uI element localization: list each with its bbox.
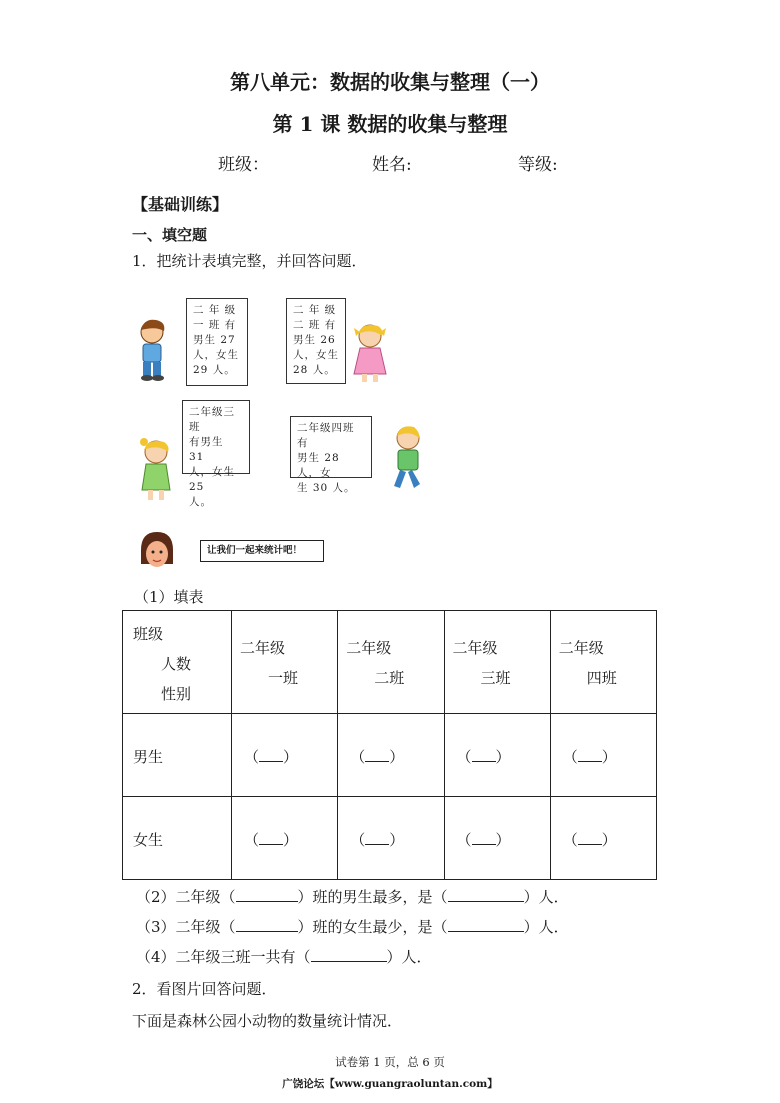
answer-blank[interactable] <box>236 887 298 902</box>
question-2: 2．看图片回答问题． <box>132 980 277 998</box>
boy-figure-2 <box>384 424 430 494</box>
name-label: 姓名: <box>372 155 412 175</box>
speech-bubble-class-4: 二年级四班有 男生 28 人，女 生 30 人。 <box>290 416 372 478</box>
column-header-class-3 <box>444 611 550 714</box>
grade-label: 等级: <box>518 155 558 175</box>
speech-bubble-class-1: 二 年 级 一 班 有 男生 27 人，女生 29 人。 <box>186 298 248 386</box>
corner-count-label: 人数 <box>161 655 192 673</box>
page-title: 第八单元：数据的收集与整理（一） <box>230 70 550 94</box>
teacher-callout: 让我们一起来统计吧！ <box>200 540 324 562</box>
speech-bubble-class-2: 二 年 级 二 班 有 男生 26 人，女生 28 人。 <box>286 298 346 384</box>
part-fill-in: 一、填空题 <box>132 226 208 244</box>
corner-header-cell <box>123 611 232 714</box>
answer-blank-cell[interactable]: （ ） <box>232 797 338 880</box>
table-row-boys <box>123 714 657 797</box>
answer-blank[interactable] <box>236 917 298 932</box>
row-label: 女生 <box>133 831 164 849</box>
row-header-girls <box>123 797 232 880</box>
corner-gender-label: 性别 <box>161 685 192 703</box>
speech-bubble-class-3: 二年级三班 有男生 31 人，女生 25 人。 <box>182 400 250 474</box>
answer-blank-cell[interactable]: （ ） <box>232 714 338 797</box>
column-header-grade: 二年级 <box>452 639 498 657</box>
question-1: 1．把统计表填完整，并回答问题． <box>132 252 367 270</box>
column-header-class: 四班 <box>586 669 617 687</box>
column-header-class-2 <box>338 611 444 714</box>
section-basic-training: 【基础训练】 <box>132 195 229 214</box>
answer-blank-cell[interactable]: （ ） <box>550 797 656 880</box>
page-number: 试卷第 1 页，总 6 页 <box>335 1055 445 1069</box>
table-label: （1）填表 <box>134 588 204 606</box>
corner-class-label: 班级 <box>133 625 164 643</box>
answer-blank-cell[interactable]: （ ） <box>550 714 656 797</box>
column-header-class-1 <box>232 611 338 714</box>
answer-blank-cell[interactable]: （ ） <box>338 714 444 797</box>
answer-blank-cell[interactable]: （ ） <box>444 714 550 797</box>
girl-figure-1 <box>348 322 392 386</box>
column-header-grade: 二年级 <box>240 639 286 657</box>
column-header-class: 二班 <box>374 669 405 687</box>
question-1-3: （3）二年级（ ）班的女生最少，是（ ）人． <box>136 918 569 936</box>
question-2-description: 下面是森林公园小动物的数量统计情况． <box>132 1012 403 1030</box>
question-1-4: （4）二年级三班一共有（ ）人． <box>136 948 432 966</box>
answer-blank[interactable] <box>311 947 387 962</box>
row-label: 男生 <box>133 748 164 766</box>
teacher-avatar <box>138 530 176 574</box>
class-label: 班级： <box>218 155 269 175</box>
answer-blank-cell[interactable]: （ ） <box>444 797 550 880</box>
column-header-grade: 二年级 <box>346 639 392 657</box>
answer-blank[interactable] <box>448 887 524 902</box>
column-header-class: 一班 <box>268 669 299 687</box>
question-1-2: （2）二年级（ ）班的男生最多，是（ ）人． <box>136 888 569 906</box>
answer-blank[interactable] <box>448 917 524 932</box>
column-header-class: 三班 <box>480 669 511 687</box>
boy-figure-1 <box>134 318 174 384</box>
answer-blank-cell[interactable]: （ ） <box>338 797 444 880</box>
girl-figure-2 <box>134 436 178 506</box>
lesson-title: 第 1 课 数据的收集与整理 <box>272 112 508 136</box>
table-row-girls <box>123 797 657 880</box>
statistics-table <box>122 610 657 880</box>
column-header-class-4 <box>550 611 656 714</box>
site-footer: 广饶论坛【www.guangraoluntan.com】 <box>282 1078 498 1090</box>
column-header-grade: 二年级 <box>558 639 604 657</box>
row-header-boys <box>123 714 232 797</box>
